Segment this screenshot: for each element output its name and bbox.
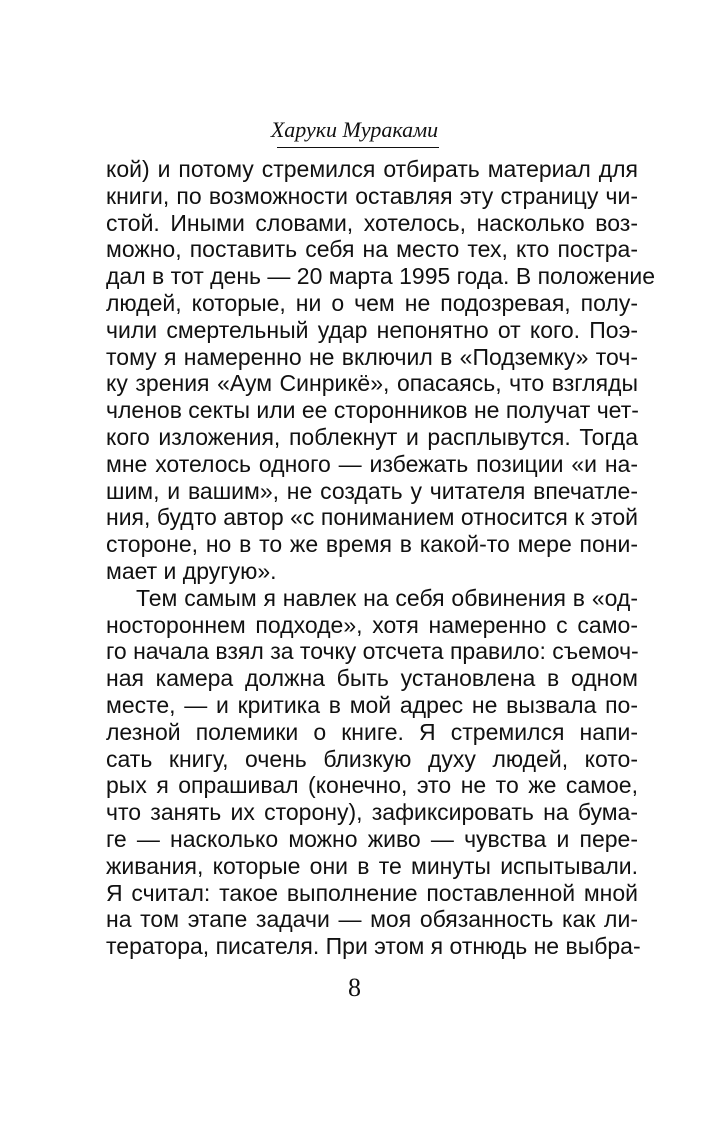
text-line: Тем самым я навлек на себя обвинения в «од- xyxy=(136,584,638,611)
text-line: ния, будто автор «с пониманием относится к этой xyxy=(106,504,638,531)
body-text xyxy=(106,156,656,960)
text-line: кого изложения, поблекнут и расплывутся. Тогда xyxy=(106,423,638,450)
text-line: лезной полемики о книге. Я стремился напи- xyxy=(106,718,638,745)
text-line: людей, которые, ни о чем не подозревая, полу- xyxy=(106,289,638,316)
paragraph-1 xyxy=(106,156,656,585)
text-line: рых я опрашивал (конечно, это не то же самое, xyxy=(106,772,638,799)
text-line: сать книгу, очень близкую духу людей, кото- xyxy=(106,745,638,772)
text-line: на том этапе задачи — моя обязанность как ли- xyxy=(106,906,638,933)
paragraph-2 xyxy=(106,584,641,960)
text-line: мает и другую». xyxy=(106,557,277,584)
text-line: стороне, но в то же время в какой-то мере пони- xyxy=(106,531,638,558)
text-line: тератора, писателя. При этом я отнюдь не выбра- xyxy=(106,933,641,960)
text-line: го начала взял за точку отсчета правило: съемоч- xyxy=(106,638,639,665)
text-line: стой. Иными словами, хотелось, насколько воз- xyxy=(106,209,638,236)
running-head-rule xyxy=(277,147,439,148)
text-line: шим, и вашим», не создать у читателя впечатле- xyxy=(106,477,638,504)
text-line: кой) и потому стремился отбирать материал для xyxy=(106,156,638,182)
text-line: живания, которые они в те минуты испытывали. xyxy=(106,852,638,879)
text-line: чили смертельный удар непонятно от кого. Поэ- xyxy=(106,316,638,343)
text-line: ге — насколько можно живо — чувства и пере- xyxy=(106,825,638,852)
text-line: ная камера должна быть установлена в одном xyxy=(106,665,638,692)
page-number: 8 xyxy=(348,973,361,1002)
text-line: ностороннем подходе», хотя намеренно с само- xyxy=(106,611,638,638)
text-line: мне хотелось одного — избежать позиции «и на- xyxy=(106,450,638,477)
text-line: дал в тот день — 20 марта 1995 года. В положение xyxy=(106,263,656,290)
text-line: ку зрения «Аум Синрикё», опасаясь, что взгляды xyxy=(106,370,638,397)
text-line: Я считал: такое выполнение поставленной мной xyxy=(106,879,638,906)
running-head: Харуки Мураками xyxy=(270,117,439,142)
text-line: что занять их сторону), зафиксировать на бума- xyxy=(106,799,638,826)
text-line: тому я намеренно не включил в «Подземку» точ- xyxy=(106,343,638,370)
text-line: месте, — и критика в мой адрес не вызвала по- xyxy=(106,691,638,718)
text-line: можно, поставить себя на место тех, кто постра- xyxy=(106,236,638,263)
text-line: членов секты или ее сторонников не получат чет- xyxy=(106,397,639,424)
text-line: книги, по возможности оставляя эту страницу чи- xyxy=(106,182,638,209)
